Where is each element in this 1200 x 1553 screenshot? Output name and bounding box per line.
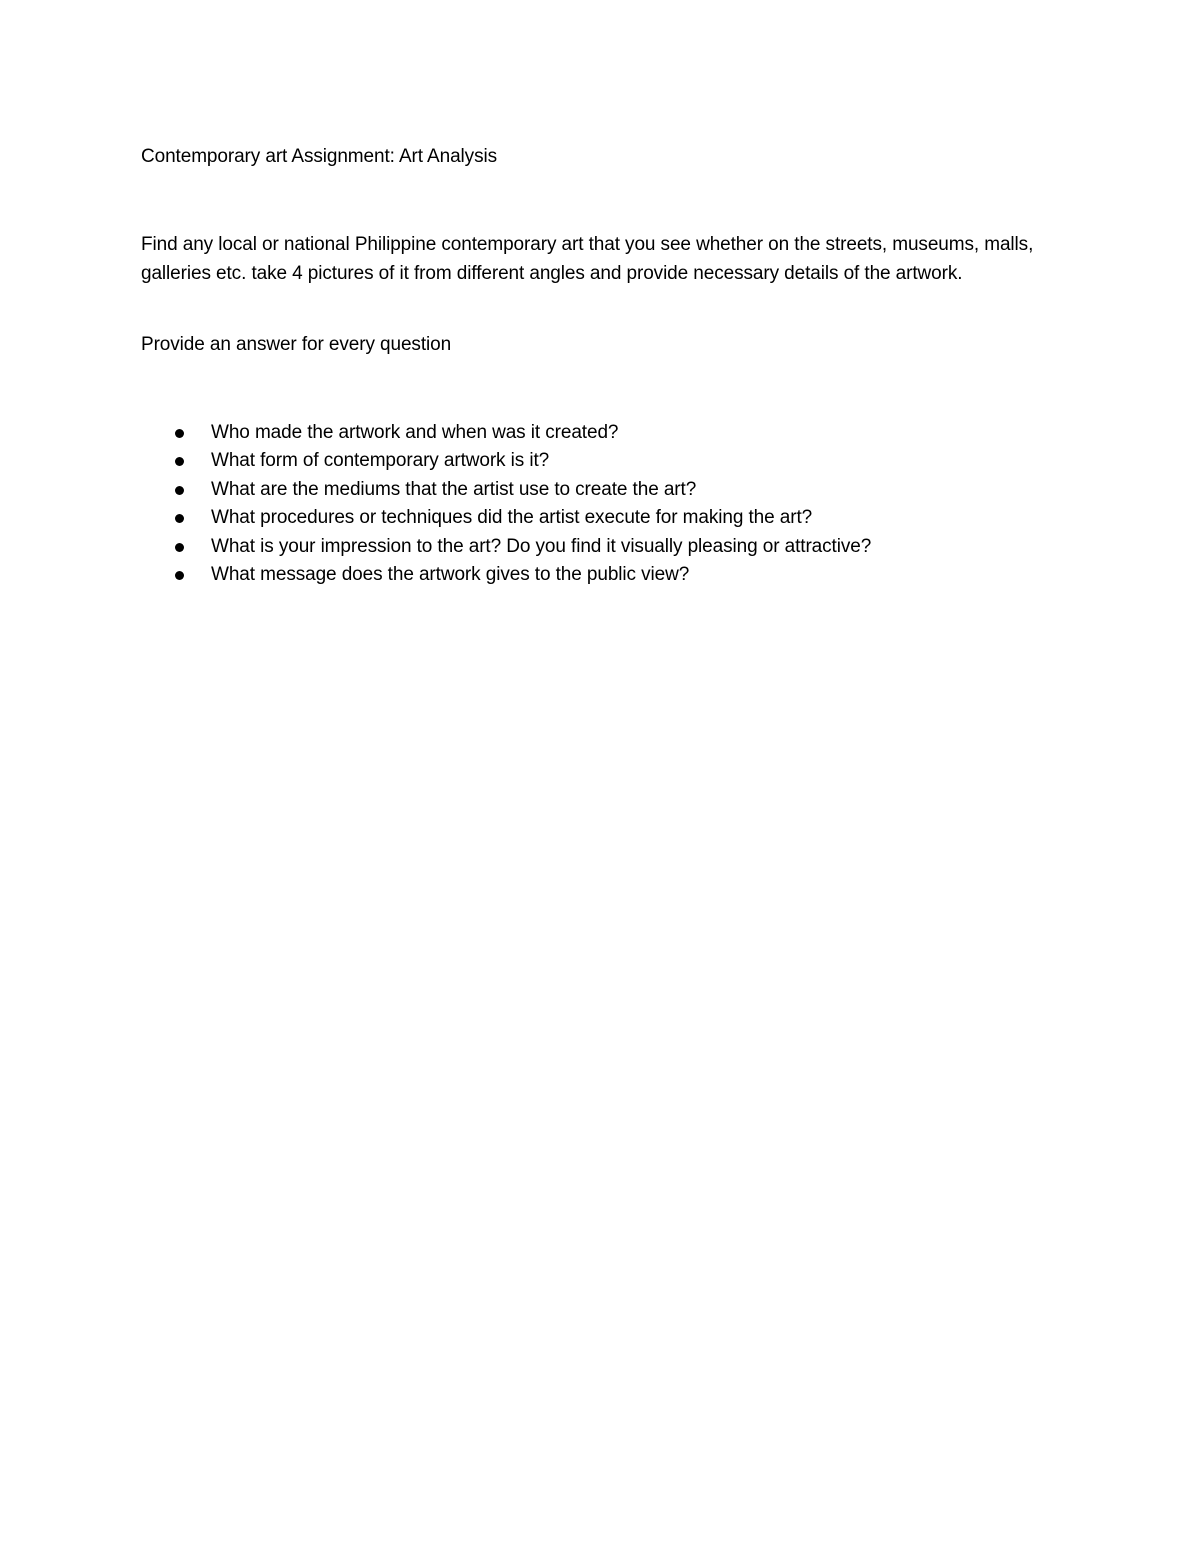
- bullet-icon: [175, 514, 184, 523]
- bullet-icon: [175, 429, 184, 438]
- question-text: What message does the artwork gives to the public view?: [211, 563, 690, 585]
- bullet-icon: [175, 571, 184, 580]
- question-text: What are the mediums that the artist use to create the art?: [211, 478, 697, 500]
- bullet-icon: [175, 457, 184, 466]
- bullet-icon: [175, 486, 184, 495]
- question-text: What procedures or techniques did the artist execute for making the art?: [211, 507, 813, 529]
- question-text: What is your impression to the art? Do you find it visually pleasing or attractive?: [211, 535, 872, 557]
- question-text: Who made the artwork and when was it created?: [211, 422, 619, 443]
- question-text: What form of contemporary artwork is it?: [211, 450, 550, 472]
- bullet-icon: [175, 543, 184, 552]
- document-title: Contemporary art Assignment: Art Analysis: [141, 146, 498, 167]
- instructions-paragraph: Find any local or national Philippine contemporary art that you see whether on the streets, museums, malls, galleries etc. take 4 pictures of it from different angles and provide necessary details of the artwork.: [141, 234, 1034, 284]
- answer-instruction: Provide an answer for every question: [141, 334, 452, 355]
